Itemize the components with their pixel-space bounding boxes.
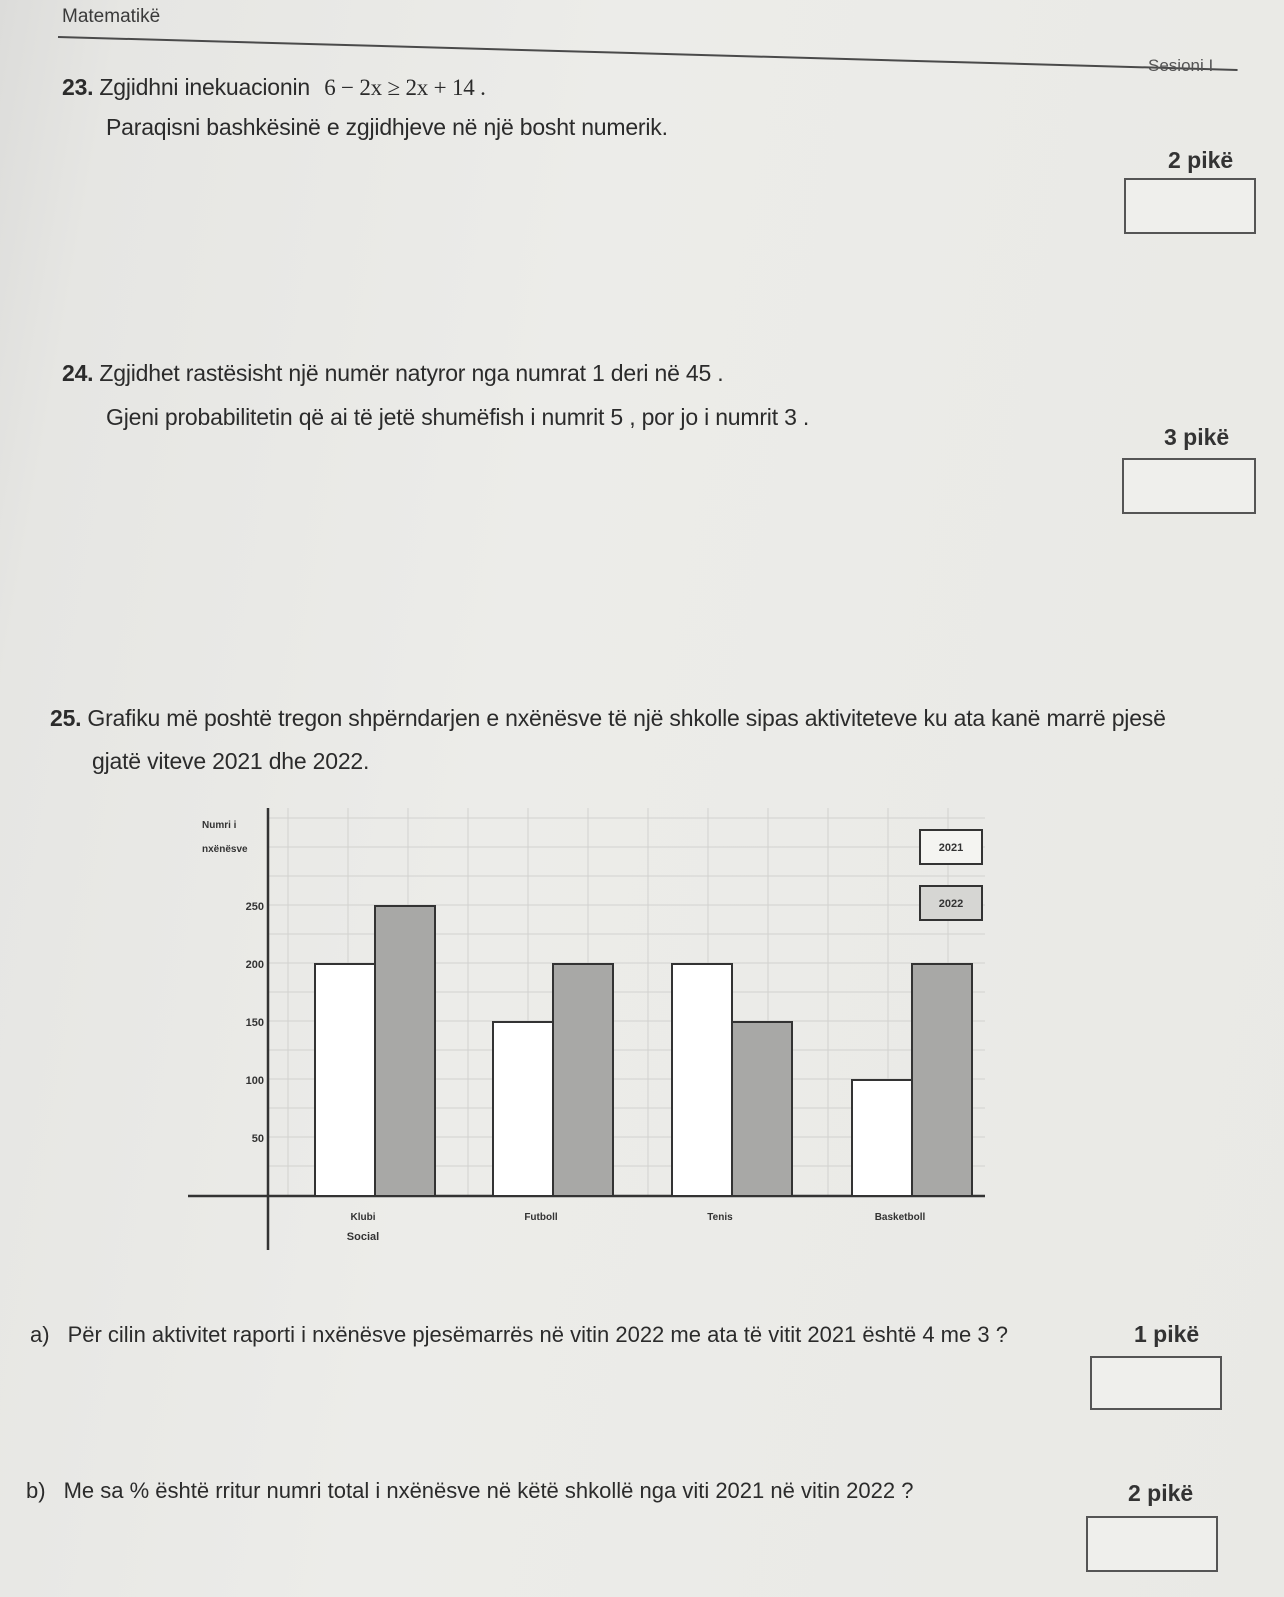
legend (920, 830, 982, 920)
q23-points: 2 pikë (1168, 147, 1234, 173)
q24-text1: Zgjidhet rastësisht një numër natyror nga numrat 1 deri në 45 . (99, 360, 724, 386)
bar-2022-futboll (553, 964, 613, 1196)
q23-line1 (62, 74, 486, 101)
q25b-score-box[interactable] (1086, 1516, 1218, 1572)
y-tick-label: 200 (245, 959, 264, 971)
q23-lead: Zgjidhni inekuacionin (99, 74, 310, 100)
q25-line1 (50, 705, 1166, 732)
x-tick-label: Basketboll (874, 1212, 926, 1223)
q25a-label: a) (30, 1322, 50, 1347)
q25b-label: b) (26, 1478, 46, 1503)
y-tick-labels (246, 901, 264, 1145)
legend-label-2022: 2022 (938, 898, 964, 910)
bar-2022-klubi (375, 906, 435, 1196)
bar-2021-klubi (315, 964, 375, 1196)
q24-points: 3 pikë (1164, 424, 1230, 450)
y-tick-label: 150 (245, 1017, 264, 1029)
x-tick-label: Futboll (524, 1212, 558, 1223)
bars (315, 906, 972, 1196)
x-tick-label: Tenis (707, 1212, 733, 1223)
session-label: Sesioni I (1148, 56, 1214, 75)
legend-label-2021: 2021 (938, 842, 964, 854)
q25b-points: 2 pikë (1128, 1480, 1194, 1506)
y-tick-label: 50 (251, 1133, 264, 1145)
bar-2021-basketboll (852, 1080, 912, 1196)
q25a-score-box[interactable] (1090, 1356, 1222, 1410)
q24-number: 24. (62, 360, 94, 386)
q25-text1: Grafiku më poshtë tregon shpërndarjen e nxënësve të një shkolle sipas aktiviteteve ku ata kanë marrë pjesë (87, 705, 1166, 731)
q24-score-box[interactable] (1122, 458, 1256, 514)
q25a-line (30, 1322, 1008, 1348)
subject-title: Matematikë (62, 6, 161, 27)
q25b-text: Me sa % është rritur numri total i nxënësve në këtë shkollë nga viti 2021 në vitin 2022 ? (63, 1478, 914, 1503)
bar-2022-tenis (732, 1022, 792, 1196)
y-tick-label: 100 (245, 1075, 264, 1087)
y-axis-label-line1: Numri i (202, 820, 237, 831)
q25-line2: gjatë viteve 2021 dhe 2022. (92, 748, 370, 774)
q25b-line (26, 1478, 913, 1504)
q25-number: 25. (50, 705, 82, 731)
header-divider (58, 36, 1238, 71)
bar-2021-futboll (493, 1022, 553, 1196)
q23-number: 23. (62, 74, 94, 100)
activities-bar-chart (180, 800, 1000, 1260)
x-category-labels (347, 1212, 926, 1243)
x-tick-label-line2: Social (346, 1231, 380, 1243)
y-axis-label-line2: nxënësve (202, 844, 248, 855)
q23-line2: Paraqisni bashkësinë e zgjidhjeve në një bosht numerik. (106, 114, 668, 140)
bar-2022-basketboll (912, 964, 972, 1196)
q23-inequality: 6 − 2x ≥ 2x + 14 . (324, 75, 486, 100)
q24-line1 (62, 360, 723, 387)
bar-2021-tenis (672, 964, 732, 1196)
q25a-text: Për cilin aktivitet raporti i nxënësve pjesëmarrës në vitin 2022 me ata të vitit 2021 është 4 me 3 ? (67, 1322, 1008, 1347)
q24-line2: Gjeni probabilitetin që ai të jetë shumëfish i numrit 5 , por jo i numrit 3 . (106, 404, 810, 430)
q23-score-box[interactable] (1124, 178, 1256, 234)
q25a-points: 1 pikë (1134, 1321, 1200, 1347)
x-tick-label: Klubi (350, 1212, 376, 1223)
y-tick-label: 250 (245, 901, 264, 913)
